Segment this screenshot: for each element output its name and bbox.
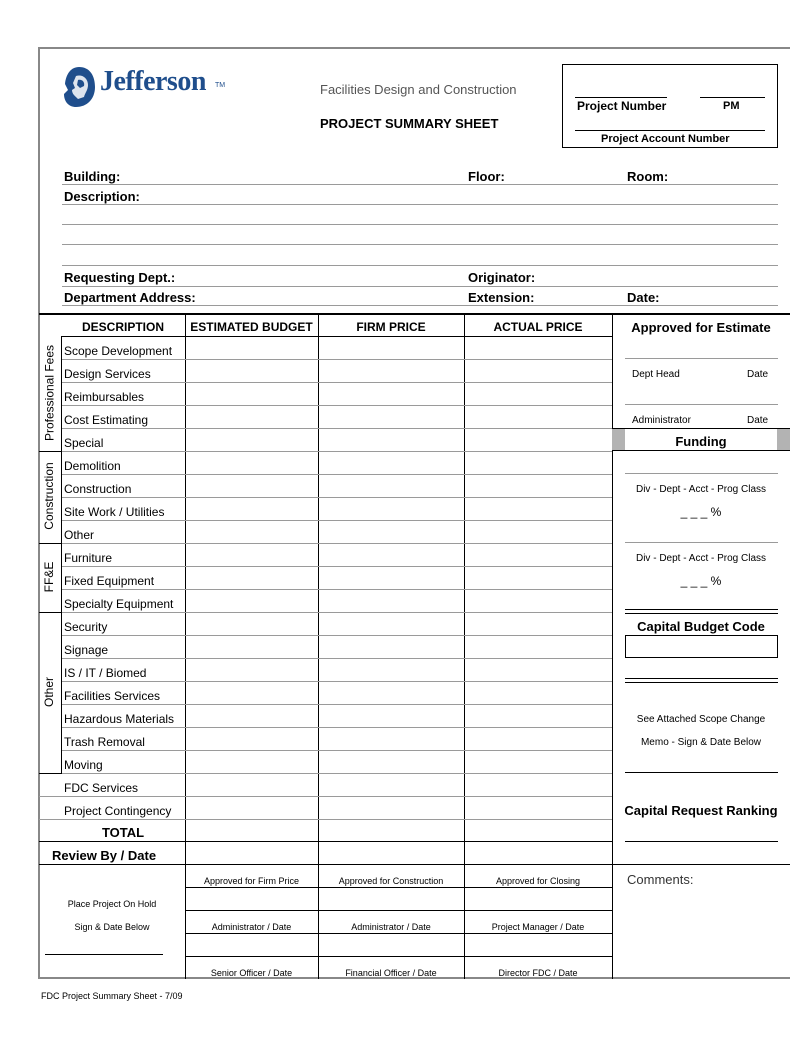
- row-label: Signage: [64, 643, 109, 657]
- row-label: Facilities Services: [64, 689, 161, 703]
- description-line-3[interactable]: [62, 244, 778, 245]
- approved-closing-label: Approved for Closing: [495, 876, 581, 886]
- percent-field-2[interactable]: _ _ _ %: [680, 574, 722, 588]
- actual-price-cell[interactable]: [465, 751, 612, 773]
- project-manager-date-label: Project Manager / Date: [491, 922, 585, 932]
- column-header-description: DESCRIPTION: [81, 320, 164, 334]
- estimated-budget-cell[interactable]: [186, 544, 318, 566]
- firm-price-cell[interactable]: [319, 475, 464, 497]
- actual-price-cell[interactable]: [465, 682, 612, 704]
- building-label: Building:: [64, 169, 121, 184]
- description-line-4[interactable]: [62, 265, 778, 266]
- column-header-estimated-budget: ESTIMATED BUDGET: [190, 320, 313, 334]
- total-label: TOTAL: [101, 825, 145, 840]
- estimated-budget-cell[interactable]: [186, 337, 318, 359]
- row-label: IS / IT / Biomed: [64, 666, 147, 680]
- funding-line-1[interactable]: [625, 473, 778, 474]
- row-label: Site Work / Utilities: [64, 505, 165, 519]
- firm-price-cell[interactable]: [319, 383, 464, 405]
- dept-head-signature-line[interactable]: [625, 358, 778, 359]
- estimated-budget-cell[interactable]: [186, 590, 318, 612]
- director-fdc-date-label: Director FDC / Date: [498, 968, 578, 978]
- firm-price-cell[interactable]: [319, 544, 464, 566]
- description-line-2[interactable]: [62, 224, 778, 225]
- row-label: Construction: [64, 482, 132, 496]
- row-label: Scope Development: [64, 344, 173, 358]
- row-label: Specialty Equipment: [64, 597, 174, 611]
- estimated-budget-cell[interactable]: [186, 774, 318, 796]
- capital-request-ranking-title: Capital Request Ranking: [624, 803, 778, 818]
- actual-price-cell[interactable]: [465, 383, 612, 405]
- financial-officer-date-label: Financial Officer / Date: [345, 968, 437, 978]
- estimated-budget-cell[interactable]: [186, 406, 318, 428]
- estimated-budget-cell[interactable]: [186, 705, 318, 727]
- approved-firm-price-label: Approved for Firm Price: [203, 876, 300, 886]
- approved-construction-label: Approved for Construction: [338, 876, 444, 886]
- estimated-budget-cell[interactable]: [186, 682, 318, 704]
- administrator-date-2-label: Administrator / Date: [351, 922, 431, 932]
- floor-label: Floor:: [468, 169, 505, 184]
- firm-price-cell[interactable]: [319, 498, 464, 520]
- requesting-dept-field[interactable]: [62, 286, 778, 287]
- actual-price-cell[interactable]: [465, 728, 612, 750]
- actual-price-cell[interactable]: [465, 406, 612, 428]
- funding-title: Funding: [675, 434, 727, 449]
- actual-price-cell[interactable]: [465, 567, 612, 589]
- jefferson-logo: [62, 66, 232, 110]
- row-label: Fixed Equipment: [64, 574, 155, 588]
- administrator-signature-line[interactable]: [625, 404, 778, 405]
- estimated-budget-cell[interactable]: [186, 383, 318, 405]
- date-label: Date:: [627, 290, 660, 305]
- room-label: Room:: [627, 169, 669, 184]
- extension-label: Extension:: [468, 290, 535, 305]
- actual-price-cell[interactable]: [465, 659, 612, 681]
- dept-head-date-label: Date: [747, 369, 769, 380]
- description-line-1[interactable]: [62, 204, 778, 205]
- hold-note-2: Sign & Date Below: [74, 922, 150, 932]
- actual-price-cell[interactable]: [465, 636, 612, 658]
- administrator-label: Administrator: [632, 415, 691, 426]
- row-label: Special: [64, 436, 104, 450]
- project-account-label: Project Account Number: [601, 133, 730, 145]
- originator-label: Originator:: [468, 270, 536, 285]
- firm-price-cell[interactable]: [319, 705, 464, 727]
- estimated-budget-cell[interactable]: [186, 636, 318, 658]
- comments-label: Comments:: [627, 872, 694, 887]
- row-label: Reimbursables: [64, 390, 145, 404]
- firm-price-cell[interactable]: [319, 429, 464, 451]
- building-field[interactable]: [62, 184, 778, 185]
- administrator-date-1-label: Administrator / Date: [211, 922, 292, 932]
- actual-price-cell[interactable]: [465, 498, 612, 520]
- firm-price-cell[interactable]: [319, 636, 464, 658]
- estimated-budget-cell[interactable]: [186, 498, 318, 520]
- firm-price-cell[interactable]: [319, 590, 464, 612]
- description-label: Description:: [64, 189, 140, 204]
- actual-price-cell[interactable]: [465, 797, 612, 819]
- row-label: Trash Removal: [64, 735, 145, 749]
- page-title: PROJECT SUMMARY SHEET: [320, 116, 499, 131]
- jefferson-emblem-icon: [62, 66, 96, 108]
- firm-price-cell[interactable]: [319, 682, 464, 704]
- column-header-actual-price: ACTUAL PRICE: [493, 320, 583, 334]
- actual-price-cell[interactable]: [465, 590, 612, 612]
- row-label: Demolition: [64, 459, 121, 473]
- row-label: Cost Estimating: [64, 413, 149, 427]
- firm-price-cell[interactable]: [319, 567, 464, 589]
- div-dept-acct-label-1: Div - Dept - Acct - Prog Class: [635, 484, 767, 495]
- department-address-field[interactable]: [62, 305, 778, 306]
- dept-head-label: Dept Head: [632, 369, 680, 380]
- actual-price-cell[interactable]: [465, 613, 612, 635]
- actual-price-cell[interactable]: [465, 429, 612, 451]
- firm-price-cell[interactable]: [319, 613, 464, 635]
- group-label-other: Other: [42, 677, 56, 708]
- firm-price-cell[interactable]: [319, 521, 464, 543]
- department-address-label: Department Address:: [64, 290, 196, 305]
- actual-price-cell[interactable]: [465, 337, 612, 359]
- hold-signature-line[interactable]: [45, 954, 163, 955]
- percent-field-1[interactable]: _ _ _ %: [680, 505, 722, 519]
- div-dept-acct-label-2: Div - Dept - Acct - Prog Class: [635, 553, 767, 564]
- actual-price-cell[interactable]: [465, 544, 612, 566]
- total-firm-price-cell[interactable]: [319, 820, 464, 842]
- scope-change-note-2: Memo - Sign & Date Below: [640, 737, 762, 748]
- firm-price-cell[interactable]: [319, 797, 464, 819]
- actual-price-cell[interactable]: [465, 705, 612, 727]
- actual-price-cell[interactable]: [465, 360, 612, 382]
- group-label-professional-fees: Professional Fees: [42, 344, 57, 442]
- group-label-ffe: FF&E: [42, 561, 56, 593]
- footer-text: FDC Project Summary Sheet - 7/09: [41, 991, 183, 1001]
- actual-price-cell[interactable]: [465, 475, 612, 497]
- estimated-budget-cell[interactable]: [186, 567, 318, 589]
- funding-line-2[interactable]: [625, 542, 778, 543]
- department-name: Facilities Design and Construction: [320, 82, 517, 97]
- pm-label: PM: [723, 100, 740, 112]
- estimated-budget-cell[interactable]: [186, 429, 318, 451]
- row-label: Hazardous Materials: [64, 712, 175, 726]
- row-label: Furniture: [64, 551, 113, 565]
- scope-change-signature-line[interactable]: [625, 772, 778, 773]
- firm-price-cell[interactable]: [319, 406, 464, 428]
- comments-area[interactable]: [613, 890, 789, 978]
- capital-budget-code-input[interactable]: [625, 635, 778, 658]
- row-label: FDC Services: [64, 781, 139, 795]
- row-label: Moving: [64, 758, 103, 772]
- actual-price-cell[interactable]: [465, 521, 612, 543]
- firm-price-cell[interactable]: [319, 751, 464, 773]
- estimated-budget-cell[interactable]: [186, 613, 318, 635]
- capital-request-ranking-line[interactable]: [625, 841, 778, 842]
- estimated-budget-cell[interactable]: [186, 751, 318, 773]
- row-label: Other: [64, 528, 95, 542]
- firm-price-cell[interactable]: [319, 728, 464, 750]
- approved-for-estimate-title: Approved for Estimate: [631, 320, 771, 335]
- estimated-budget-cell[interactable]: [186, 728, 318, 750]
- estimated-budget-cell[interactable]: [186, 797, 318, 819]
- project-number-label: Project Number: [577, 99, 667, 113]
- total-actual-price-cell[interactable]: [465, 820, 612, 842]
- logo-trademark: TM: [215, 82, 226, 89]
- row-label: Project Contingency: [64, 804, 172, 818]
- estimated-budget-cell[interactable]: [186, 360, 318, 382]
- estimated-budget-cell[interactable]: [186, 521, 318, 543]
- column-header-firm-price: FIRM PRICE: [356, 320, 426, 334]
- estimated-budget-cell[interactable]: [186, 659, 318, 681]
- row-label: Design Services: [64, 367, 151, 381]
- capital-budget-code-title: Capital Budget Code: [637, 619, 765, 634]
- actual-price-cell[interactable]: [465, 774, 612, 796]
- firm-price-cell[interactable]: [319, 452, 464, 474]
- hold-note-1: Place Project On Hold: [67, 899, 157, 909]
- requesting-dept-label: Requesting Dept.:: [64, 270, 176, 285]
- scope-change-note-1: See Attached Scope Change: [636, 714, 766, 725]
- actual-price-cell[interactable]: [465, 452, 612, 474]
- estimated-budget-cell[interactable]: [186, 452, 318, 474]
- firm-price-cell[interactable]: [319, 337, 464, 359]
- group-label-construction: Construction: [42, 462, 56, 530]
- firm-price-cell[interactable]: [319, 659, 464, 681]
- estimated-budget-cell[interactable]: [186, 475, 318, 497]
- administrator-date-label: Date: [747, 415, 769, 426]
- total-estimated-budget-cell[interactable]: [186, 820, 318, 842]
- review-by-label: Review By / Date: [52, 848, 157, 863]
- firm-price-cell[interactable]: [319, 360, 464, 382]
- senior-officer-date-label: Senior Officer / Date: [210, 968, 293, 978]
- firm-price-cell[interactable]: [319, 774, 464, 796]
- logo-wordmark: Jefferson: [100, 66, 206, 97]
- row-label: Security: [64, 620, 108, 634]
